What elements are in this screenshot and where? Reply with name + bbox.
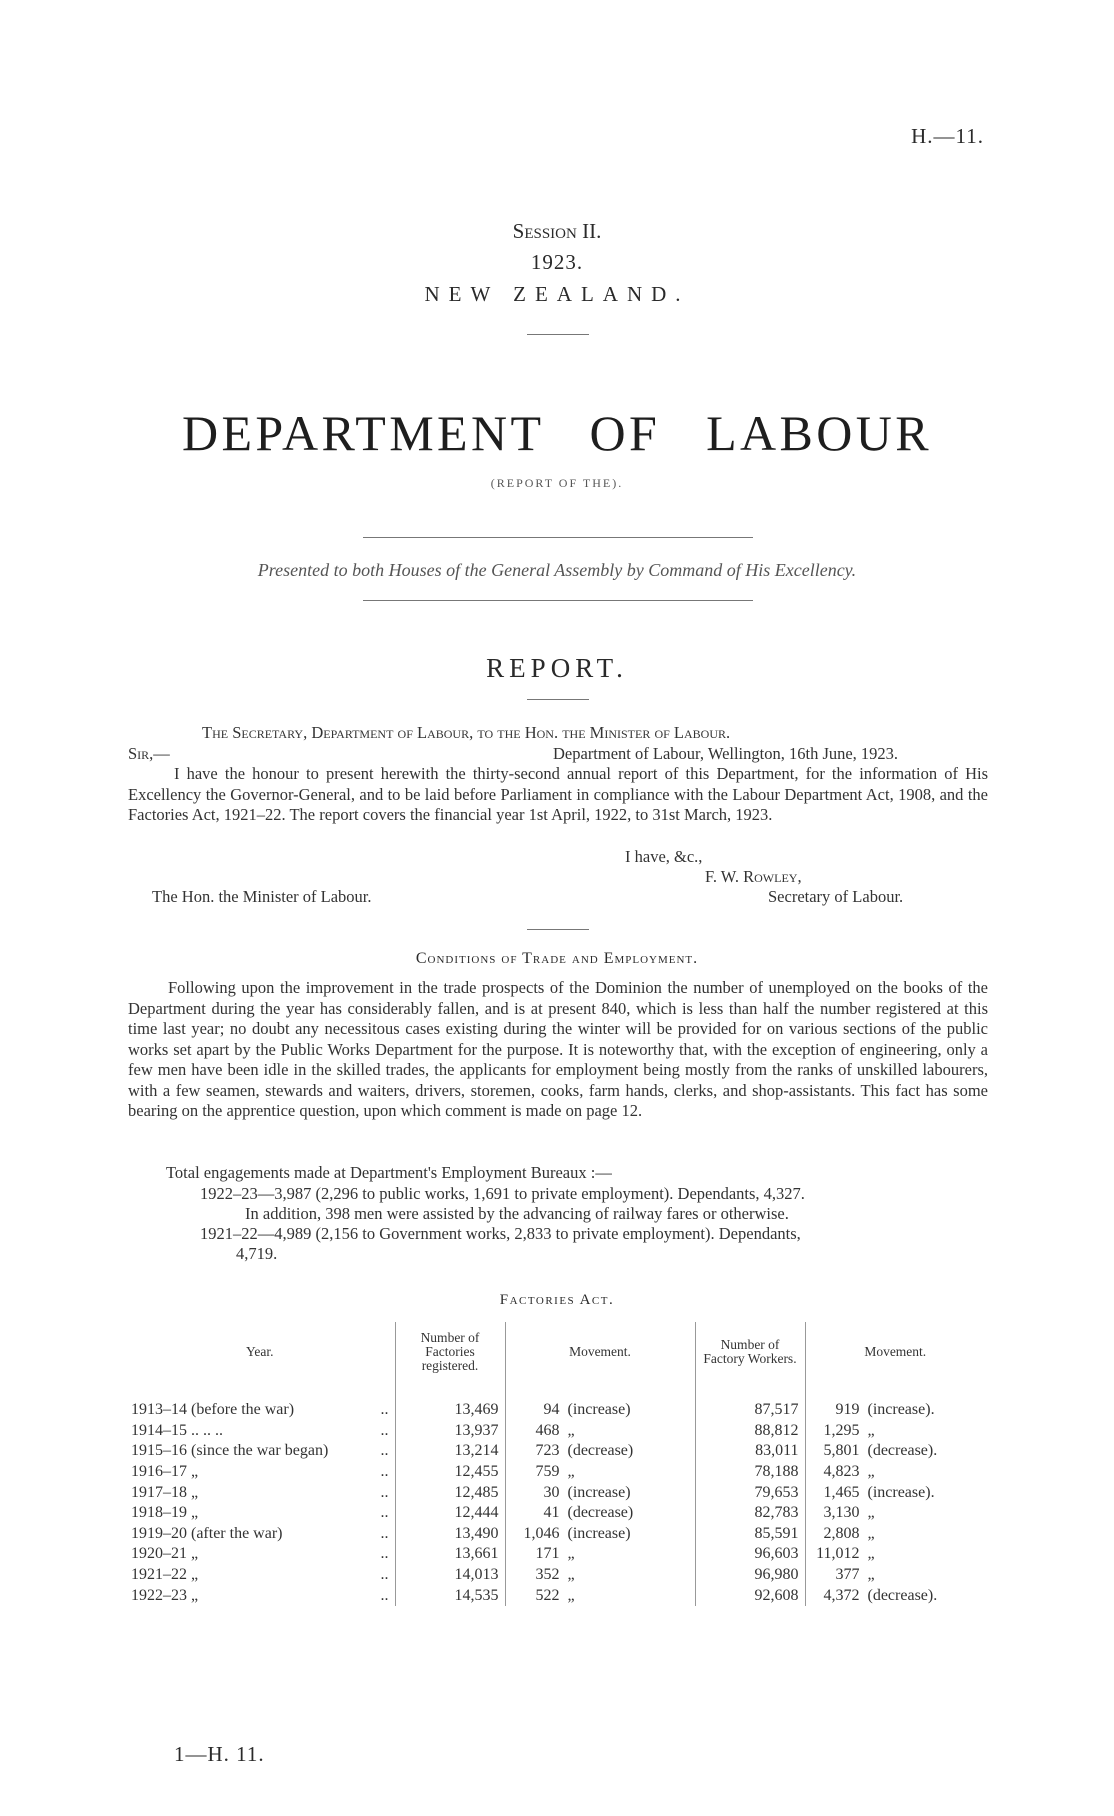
table-spacer-row xyxy=(125,1382,985,1400)
year-label: 1923. xyxy=(530,250,584,274)
movement-direction: (decrease) xyxy=(567,1504,634,1522)
leader-dots: .. xyxy=(380,1524,389,1542)
cell-factories xyxy=(395,1441,505,1462)
movement-direction: „ xyxy=(567,1566,575,1584)
factories-value: 12,485 xyxy=(454,1483,499,1501)
factories-table-body xyxy=(125,1382,985,1606)
workers-value: 88,812 xyxy=(754,1421,799,1439)
movement-direction: (decrease) xyxy=(567,1442,634,1460)
factories-table xyxy=(125,1322,985,1606)
cell-workers xyxy=(695,1503,805,1524)
movement-direction: „ xyxy=(867,1504,875,1522)
conditions-heading: Conditions of Trade and Employment. xyxy=(415,950,699,967)
movement-value: 4,823 xyxy=(823,1463,860,1481)
cell-factories-movement xyxy=(505,1503,695,1524)
movement-direction: „ xyxy=(867,1421,875,1439)
column-header-movement-workers: Movement. xyxy=(805,1322,985,1382)
cell-workers xyxy=(695,1524,805,1545)
factories-value: 13,469 xyxy=(454,1401,499,1419)
workers-value: 85,591 xyxy=(754,1524,799,1542)
factories-value: 12,444 xyxy=(454,1504,499,1522)
cell-factories-movement xyxy=(505,1585,695,1606)
cell-factories xyxy=(395,1544,505,1565)
table-row xyxy=(125,1421,985,1442)
leader-dots: .. xyxy=(380,1421,389,1439)
year-text: 1917–18 „ xyxy=(131,1483,199,1501)
cell-workers xyxy=(695,1544,805,1565)
leader-dots: .. xyxy=(380,1545,389,1563)
year-text: 1921–22 „ xyxy=(131,1566,199,1584)
cell-year xyxy=(125,1544,395,1565)
cell-workers-movement xyxy=(805,1585,985,1606)
spacer-cell xyxy=(505,1382,695,1400)
address-date: Department of Labour, Wellington, 16th June, 1923. xyxy=(553,744,899,763)
cell-factories xyxy=(395,1524,505,1545)
table-row xyxy=(125,1565,985,1586)
movement-value: 41 xyxy=(543,1504,560,1522)
column-header-movement-factories: Movement. xyxy=(505,1322,695,1382)
cell-year xyxy=(125,1441,395,1462)
movement-direction: „ xyxy=(567,1463,575,1481)
movement-direction: „ xyxy=(867,1524,875,1542)
divider xyxy=(527,699,589,700)
leader-dots: .. xyxy=(380,1483,389,1501)
year-text: 1919–20 (after the war) xyxy=(131,1524,283,1542)
spacer-cell xyxy=(805,1382,985,1400)
table-row xyxy=(125,1585,985,1606)
cell-workers xyxy=(695,1441,805,1462)
movement-value: 11,012 xyxy=(816,1545,860,1563)
year-text: 1913–14 (before the war) xyxy=(131,1401,295,1419)
movement-direction: (decrease). xyxy=(867,1442,938,1460)
leader-dots: .. xyxy=(380,1504,389,1522)
leader-dots: .. xyxy=(380,1566,389,1584)
movement-value: 2,808 xyxy=(823,1524,860,1542)
movement-value: 94 xyxy=(543,1401,560,1419)
leader-dots: .. xyxy=(380,1463,389,1481)
workers-value: 83,011 xyxy=(755,1442,799,1460)
subtitle: (REPORT OF THE). xyxy=(490,476,624,490)
column-header-year: Year. xyxy=(245,1344,274,1359)
engagements-intro: Total engagements made at Department's Employment Bureaux :— xyxy=(166,1163,612,1182)
movement-value: 522 xyxy=(535,1586,560,1604)
table-row xyxy=(125,1462,985,1483)
year-text: 1914–15 .. .. .. xyxy=(131,1421,223,1439)
country-label: NEW ZEALAND. xyxy=(424,282,690,306)
workers-value: 87,517 xyxy=(754,1401,799,1419)
movement-value: 759 xyxy=(535,1463,560,1481)
report-heading: REPORT. xyxy=(486,653,628,683)
cell-year xyxy=(125,1421,395,1442)
cell-factories-movement xyxy=(505,1400,695,1421)
footer-page-reference: 1—H. 11. xyxy=(174,1742,265,1766)
leader-dots: .. xyxy=(380,1442,389,1460)
engagements-1922: 1922–23—3,987 (2,296 to public works, 1,691 to private employment). Dependants, 4,327. xyxy=(200,1184,805,1203)
movement-value: 1,465 xyxy=(823,1483,860,1501)
addressee: The Hon. the Minister of Labour. xyxy=(152,887,372,906)
workers-value: 96,980 xyxy=(754,1566,799,1584)
table-row xyxy=(125,1503,985,1524)
movement-direction: „ xyxy=(867,1463,875,1481)
year-text: 1922–23 „ xyxy=(131,1586,199,1604)
cell-workers-movement xyxy=(805,1400,985,1421)
session-label: Session II. xyxy=(512,219,602,243)
movement-value: 377 xyxy=(835,1566,860,1584)
movement-direction: (increase) xyxy=(567,1401,631,1419)
cell-factories xyxy=(395,1482,505,1503)
divider xyxy=(527,334,589,335)
cell-factories xyxy=(395,1503,505,1524)
cell-workers-movement xyxy=(805,1441,985,1462)
movement-value: 352 xyxy=(535,1566,560,1584)
table-row xyxy=(125,1524,985,1545)
movement-value: 171 xyxy=(535,1545,560,1563)
cell-workers xyxy=(695,1585,805,1606)
report-body: I have the honour to present herewith the thirty-second annual report of this Department, for the information of His Excellency the Governor-General, and to be laid before Parliament in compliance with the Labour Department Act, 1908, and the Factories Act, 1921–22. The report covers the financial year 1st April, 1922, to 31st March, 1923. xyxy=(128,764,988,824)
movement-value: 5,801 xyxy=(823,1442,860,1460)
cell-factories xyxy=(395,1400,505,1421)
factories-value: 13,214 xyxy=(454,1442,499,1460)
factories-value: 13,937 xyxy=(454,1421,499,1439)
spacer-cell xyxy=(695,1382,805,1400)
movement-direction: (increase). xyxy=(867,1401,935,1419)
cell-factories-movement xyxy=(505,1462,695,1483)
factories-value: 13,490 xyxy=(454,1524,499,1542)
movement-value: 30 xyxy=(543,1483,560,1501)
cell-year xyxy=(125,1482,395,1503)
signature-title: Secretary of Labour. xyxy=(768,887,904,906)
divider xyxy=(363,537,753,538)
cell-workers xyxy=(695,1482,805,1503)
cell-workers xyxy=(695,1400,805,1421)
cell-factories-movement xyxy=(505,1482,695,1503)
table-row xyxy=(125,1441,985,1462)
workers-value: 82,783 xyxy=(754,1504,799,1522)
year-text: 1918–19 „ xyxy=(131,1504,199,1522)
cell-workers xyxy=(695,1565,805,1586)
workers-value: 92,608 xyxy=(754,1586,799,1604)
conditions-paragraph: Following upon the improvement in the trade prospects of the Dominion the number of unemployed on the books of the Department during the year has considerably fallen, and is at present 840, which is less than half the number registered at this time last year; no doubt any necessitous cases existing during the winter will be provided for on various sections of the public works set apart by the Public Works Department for the purpose. It is noteworthy that, with the exception of engineering, only a few men have been idle in the skilled trades, the applicants for employment being mostly from the ranks of unskilled labourers, with a few seamen, stewards and waiters, drivers, storemen, cooks, farm hands, clerks, and shop-assistants. This fact has some bearing on the apprentice question, upon which comment is made on page 12. xyxy=(128,978,988,1120)
main-title: DEPARTMENT OF LABOUR xyxy=(181,405,933,461)
leader-dots: .. xyxy=(380,1586,389,1604)
movement-value: 1,046 xyxy=(523,1524,560,1542)
cell-workers-movement xyxy=(805,1421,985,1442)
presented-line: Presented to both Houses of the General Assembly by Command of His Excellency. xyxy=(257,560,857,580)
workers-value: 96,603 xyxy=(754,1545,799,1563)
closing: I have, &c., xyxy=(625,847,703,866)
cell-workers-movement xyxy=(805,1482,985,1503)
cell-year xyxy=(125,1462,395,1483)
engagements-1922-note: In addition, 398 men were assisted by the advancing of railway fares or otherwise. xyxy=(245,1204,789,1223)
page-reference: H.—11. xyxy=(911,124,984,148)
cell-factories-movement xyxy=(505,1421,695,1442)
cell-factories xyxy=(395,1565,505,1586)
cell-year xyxy=(125,1524,395,1545)
movement-value: 3,130 xyxy=(823,1504,860,1522)
column-header-factories: Number of Factories registered. xyxy=(395,1322,505,1382)
movement-direction: (increase). xyxy=(867,1483,935,1501)
cell-workers xyxy=(695,1462,805,1483)
divider xyxy=(363,600,753,601)
movement-direction: „ xyxy=(567,1421,575,1439)
movement-value: 4,372 xyxy=(823,1586,860,1604)
cell-workers-movement xyxy=(805,1503,985,1524)
column-header-workers: Number of Factory Workers. xyxy=(695,1322,805,1382)
cell-factories xyxy=(395,1462,505,1483)
salutation: Sir,— xyxy=(128,744,170,763)
factories-value: 14,013 xyxy=(454,1566,499,1584)
table-row xyxy=(125,1544,985,1565)
cell-factories-movement xyxy=(505,1441,695,1462)
cell-workers-movement xyxy=(805,1565,985,1586)
cell-year xyxy=(125,1585,395,1606)
workers-value: 79,653 xyxy=(754,1483,799,1501)
year-text: 1916–17 „ xyxy=(131,1463,199,1481)
table-row xyxy=(125,1482,985,1503)
year-text: 1920–21 „ xyxy=(131,1545,199,1563)
signature-name: F. W. Rowley, xyxy=(705,867,802,886)
factories-value: 14,535 xyxy=(454,1586,499,1604)
movement-direction: (decrease). xyxy=(867,1586,938,1604)
movement-direction: „ xyxy=(567,1545,575,1563)
movement-value: 1,295 xyxy=(823,1421,860,1439)
movement-direction: „ xyxy=(567,1586,575,1604)
movement-direction: „ xyxy=(867,1545,875,1563)
cell-factories xyxy=(395,1421,505,1442)
spacer-cell xyxy=(395,1382,505,1400)
cell-workers-movement xyxy=(805,1462,985,1483)
cell-factories-movement xyxy=(505,1565,695,1586)
from-line: The Secretary, Department of Labour, to the Hon. the Minister of Labour. xyxy=(202,723,731,742)
workers-value: 78,188 xyxy=(754,1463,799,1481)
cell-year xyxy=(125,1503,395,1524)
movement-direction: „ xyxy=(867,1566,875,1584)
leader-dots: .. xyxy=(380,1401,389,1419)
cell-workers-movement xyxy=(805,1544,985,1565)
movement-value: 919 xyxy=(835,1401,860,1419)
factories-value: 13,661 xyxy=(454,1545,499,1563)
cell-workers xyxy=(695,1421,805,1442)
engagements-1921: 1921–22—4,989 (2,156 to Government works, 2,833 to private employment). Dependants, xyxy=(200,1224,801,1243)
cell-workers-movement xyxy=(805,1524,985,1545)
cell-year xyxy=(125,1400,395,1421)
cell-factories xyxy=(395,1585,505,1606)
movement-value: 723 xyxy=(535,1442,560,1460)
movement-value: 468 xyxy=(535,1421,560,1439)
spacer-cell xyxy=(125,1382,395,1400)
engagements-1921-cont: 4,719. xyxy=(236,1244,278,1263)
movement-direction: (increase) xyxy=(567,1483,631,1501)
divider xyxy=(527,929,589,930)
table-row xyxy=(125,1400,985,1421)
cell-factories-movement xyxy=(505,1544,695,1565)
year-text: 1915–16 (since the war began) xyxy=(131,1442,329,1460)
cell-year xyxy=(125,1565,395,1586)
cell-factories-movement xyxy=(505,1524,695,1545)
movement-direction: (increase) xyxy=(567,1524,631,1542)
table-header-row xyxy=(125,1322,985,1382)
factories-value: 12,455 xyxy=(454,1463,499,1481)
factories-table-title: Factories Act. xyxy=(499,1292,615,1308)
